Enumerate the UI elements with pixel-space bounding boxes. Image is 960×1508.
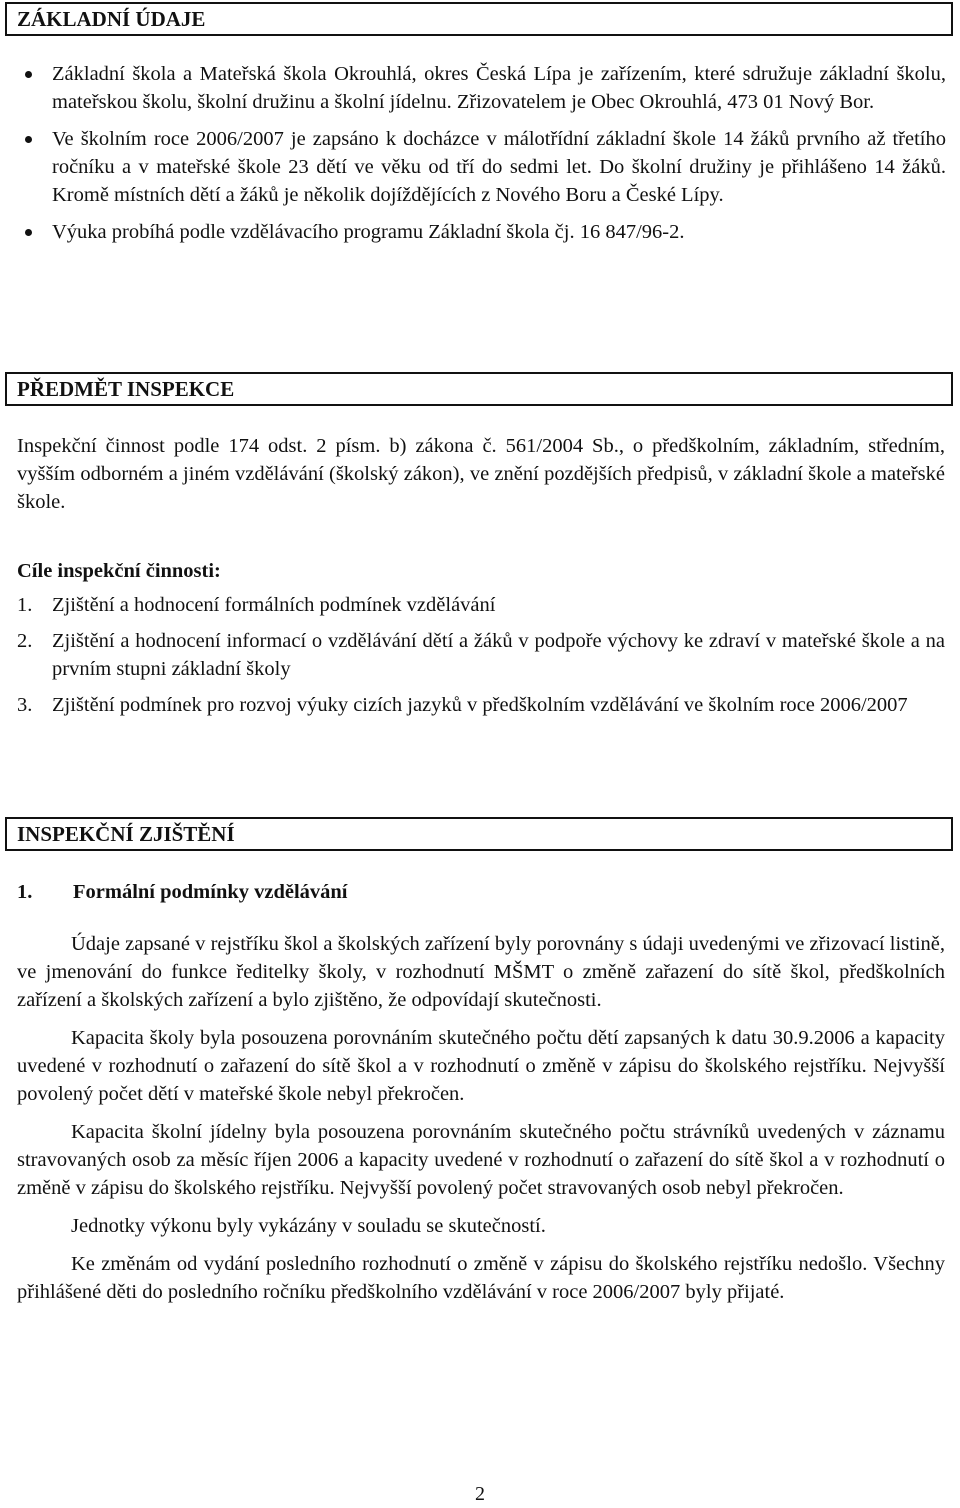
paragraph: Údaje zapsané v rejstříku škol a školských zařízení byly porovnány s údaji uvedenými ve zřizovací listině, ve jmenování do funkce ředitelky školy, v rozhodnutí MŠMT o změně zařazení do sítě škol, předškolních zařízení a školských zařízení a bylo zjištěno, že odpovídají skutečnosti.	[17, 933, 945, 1011]
list-item	[20, 60, 946, 116]
goal-text: Zjištění a hodnocení formálních podmínek vzdělávání	[52, 594, 496, 616]
goal-item	[17, 691, 945, 719]
section-heading-zakladni-udaje	[5, 2, 953, 36]
goals-heading: Cíle inspekční činnosti:	[17, 560, 221, 582]
section-heading-inspekcni-zjisteni	[5, 817, 953, 851]
list-item-text: Výuka probíhá podle vzdělávacího programu Základní škola čj. 16 847/96-2.	[52, 221, 685, 243]
subsection-title: Formální podmínky vzdělávání	[73, 881, 348, 903]
goal-text: Zjištění a hodnocení informací o vzdělávání dětí a žáků v podpoře výchovy ke zdraví v mateřské škole a na prvním stupni základní školy	[52, 630, 945, 680]
goal-item	[17, 627, 945, 683]
inspekcni-zjisteni-body	[17, 930, 945, 1316]
bullet-icon	[25, 136, 32, 143]
section-heading-predmet-inspekce	[5, 372, 953, 406]
list-item-text: Základní škola a Mateřská škola Okrouhlá, okres Česká Lípa je zařízením, které sdružuje základní školu, mateřskou školu, školní družinu a školní jídelnu. Zřizovatelem je Obec Okrouhlá, 473 01 Nový Bor.	[52, 63, 946, 113]
paragraph: Ke změnám od vydání posledního rozhodnutí o změně v zápisu do školského rejstříku nedošlo. Všechny přihlášené děti do posledního ročníku předškolního vzdělávání v roce 2006/2007 byly přijaté.	[17, 1253, 945, 1303]
list-item	[20, 218, 946, 246]
bullet-icon	[25, 229, 32, 236]
section-heading-text: INSPEKČNÍ ZJIŠTĚNÍ	[17, 822, 235, 846]
subsection-number: 1.	[17, 881, 33, 903]
paragraph: Jednotky výkonu byly vykázány v souladu se skutečností.	[71, 1215, 546, 1237]
list-item-text: Ve školním roce 2006/2007 je zapsáno k docházce v málotřídní základní škole 14 žáků prvního až třetího ročníku a v mateřské škole 23 dětí ve věku od tří do sedmi let. Do školní družiny je přihlášeno 14 žáků. Kromě místních dětí a žáků je několik dojíždějících z Nového Boru a České Lípy.	[52, 128, 946, 206]
paragraph: Kapacita školy byla posouzena porovnáním skutečného počtu dětí zapsaných k datu 30.9.2006 a kapacity uvedené v rozhodnutí o zařazení do sítě škol a v rozhodnutí o změně v zápisu do školského rejstříku. Nejvyšší povolený počet dětí v mateřské škole nebyl překročen.	[17, 1027, 945, 1105]
list-item	[20, 125, 946, 209]
paragraph: Kapacita školní jídelny byla posouzena porovnáním skutečného počtu strávníků uvedených v záznamu stravovaných osob za měsíc říjen 2006 a kapacity uvedené v rozhodnutí o zařazení do sítě škol a v rozhodnutí o změně v zápisu do školského rejstříku. Nejvyšší povolený počet stravovaných osob nebyl překročen.	[17, 1121, 945, 1199]
goal-number: 3.	[17, 694, 33, 716]
section-heading-text: ZÁKLADNÍ ÚDAJE	[17, 7, 206, 31]
goal-item	[17, 591, 945, 619]
predmet-inspekce-text: Inspekční činnost podle 174 odst. 2 písm. b) zákona č. 561/2004 Sb., o předškolním, základním, středním, vyšším odborném a jiném vzdělávání (školský zákon), ve znění pozdějších předpisů, v základní škole a mateřské škole.	[17, 435, 945, 513]
page-number: 2	[475, 1483, 485, 1505]
goal-number: 2.	[17, 630, 33, 652]
goal-text: Zjištění podmínek pro rozvoj výuky cizích jazyků v předškolním vzdělávání ve školním roce 2006/2007	[52, 694, 908, 716]
subsection-heading	[17, 878, 348, 906]
section-heading-text: PŘEDMĚT INSPEKCE	[17, 377, 235, 401]
goals-list	[17, 591, 945, 727]
goal-number: 1.	[17, 594, 33, 616]
bullet-icon	[25, 71, 32, 78]
zakladni-udaje-bullet-list	[20, 60, 946, 255]
